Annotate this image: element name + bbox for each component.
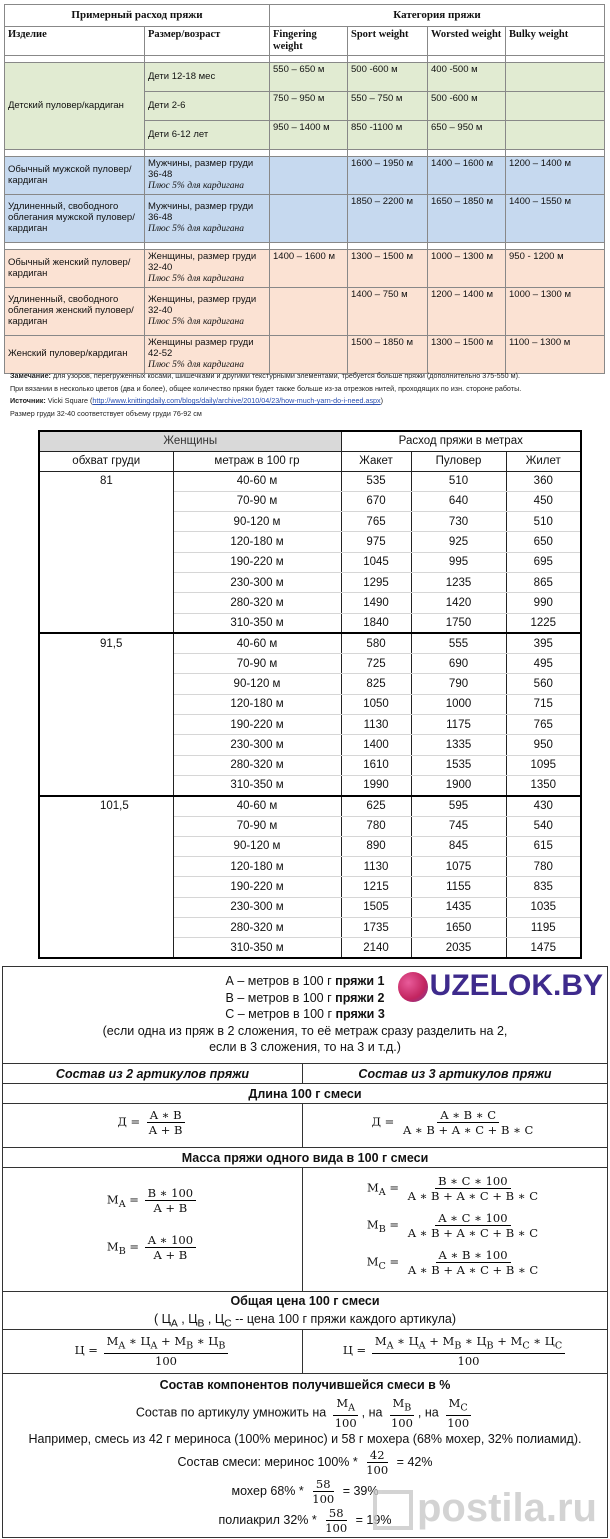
table-cell: 1435 — [411, 897, 506, 917]
table-cell — [348, 150, 428, 157]
table-cell: Обычный мужской пуловер/кардиган — [5, 157, 145, 195]
table-cell: Женщины размер груди 42-52 Плюс 5% для кардигана — [145, 336, 270, 374]
table-cell — [506, 56, 605, 63]
table-cell: Женский пуловер/кардиган — [5, 336, 145, 374]
table-row — [39, 512, 581, 532]
table-cell: 640 — [411, 491, 506, 511]
table-cell: 1075 — [411, 857, 506, 877]
col-header: обхват груди — [39, 451, 173, 471]
table-cell: 995 — [411, 552, 506, 572]
table-cell: 1735 — [341, 918, 411, 938]
table-cell: 40-60 м — [173, 471, 341, 491]
table-cell: 1475 — [506, 938, 581, 958]
table-row — [39, 918, 581, 938]
table-row — [39, 938, 581, 958]
table-cell: 1300 – 1500 м — [428, 336, 506, 374]
col-header: Изделие — [5, 27, 145, 56]
table-cell: 1400 – 750 м — [348, 288, 428, 336]
table-cell: 395 — [506, 633, 581, 653]
table-cell: 750 – 950 м — [270, 92, 348, 121]
table-cell: 650 – 950 м — [428, 121, 506, 150]
table-cell: 1295 — [341, 572, 411, 592]
table-cell: 825 — [341, 674, 411, 694]
formula-length-3: Д = $\frac{A ∗ B ∗ C}{A ∗ B + A ∗ C + B ∗ C}$ — [371, 1108, 534, 1137]
table-cell — [270, 150, 348, 157]
table-cell: 40-60 м — [173, 796, 341, 816]
table-cell: 550 – 750 м — [348, 92, 428, 121]
table-cell: 950 — [506, 735, 581, 755]
chest-cell — [39, 715, 173, 735]
table-row — [39, 735, 581, 755]
table-cell: 650 — [506, 532, 581, 552]
table-cell: Мужчины, размер груди 36-48 Плюс 5% для кардигана — [145, 195, 270, 243]
table-row — [39, 755, 581, 775]
table-cell: 1600 – 1950 м — [348, 157, 428, 195]
formula-price-2: Ц = $M_A$ ∗ $Ц_A + M_B$ ∗ $Ц_B$ 100 — [3, 1330, 303, 1373]
header-consumption: Расход пряжи в метрах — [341, 431, 581, 451]
table-cell: 1335 — [411, 735, 506, 755]
table-cell: 1400 – 1600 м — [428, 157, 506, 195]
table-cell: 1350 — [506, 775, 581, 795]
table-row — [39, 694, 581, 714]
table-row — [39, 572, 581, 592]
table-cell: 950 - 1200 м — [506, 250, 605, 288]
table-cell: 890 — [341, 836, 411, 856]
table-cell: 2035 — [411, 938, 506, 958]
table-cell: 310-350 м — [173, 613, 341, 633]
formula-price-3: Ц = $M_A$ ∗ $Ц_A + M_B$ ∗ $Ц_B + M_C$ ∗ $Ц_C$ 100 — [303, 1330, 607, 1373]
table-cell: 1850 – 2200 м — [348, 195, 428, 243]
table-cell: 1155 — [411, 877, 506, 897]
table-cell: 765 — [506, 715, 581, 735]
composition: Состав компонентов получившейся смеси в % Состав по артикулу умножить на $\frac{M_A}{100}$ , на $\frac{M_B}{100}$ , на $\frac{M_C}{100}$ Например, смесь из 42 г мериноса (100% меринос) и 58 г мохера (68% мохер, 32% полиамид). Состав смеси: меринос 100% * $\frac{42}{100}$ = 42% мохер 68% * $\frac{58}{100}$ = 39% полиакрил 32% * $\frac{58}{100}$ = 19% — [3, 1373, 607, 1539]
table-cell: 865 — [506, 572, 581, 592]
table-cell: 780 — [506, 857, 581, 877]
table-cell: 280-320 м — [173, 918, 341, 938]
table-row — [39, 552, 581, 572]
table-cell: 280-320 м — [173, 755, 341, 775]
table-cell — [270, 195, 348, 243]
table-cell: 925 — [411, 532, 506, 552]
table-cell: 120-180 м — [173, 694, 341, 714]
table-cell: 190-220 м — [173, 877, 341, 897]
table-cell — [270, 336, 348, 374]
table-row — [39, 633, 581, 653]
table-cell: 495 — [506, 654, 581, 674]
table-cell: Удлиненный, свободного облегания мужской пуловер/кардиган — [5, 195, 145, 243]
table-row — [39, 674, 581, 694]
formula-mass-2: $M_A$ = $\frac{B ∗ 100}{A + B}$ $M_B$ = $\frac{A ∗ 100}{A + B}$ — [3, 1168, 303, 1291]
table-cell: 70-90 м — [173, 816, 341, 836]
chest-cell — [39, 938, 173, 958]
table-cell: 90-120 м — [173, 674, 341, 694]
table-cell: 90-120 м — [173, 836, 341, 856]
table-cell: 1235 — [411, 572, 506, 592]
table-cell: Женщины, размер груди 32-40 Плюс 5% для кардигана — [145, 288, 270, 336]
heading-two-yarns: Состав из 2 артикулов пряжи — [3, 1064, 303, 1083]
watermark: postila.ru — [373, 1486, 597, 1531]
chest-cell — [39, 755, 173, 775]
table-cell: 500 -600 м — [348, 63, 428, 92]
table-cell: 1000 – 1300 м — [428, 250, 506, 288]
table-cell: 1100 – 1300 м — [506, 336, 605, 374]
table-cell — [506, 150, 605, 157]
chest-cell — [39, 816, 173, 836]
table-cell: 1400 – 1550 м — [506, 195, 605, 243]
table-cell: 450 — [506, 491, 581, 511]
yarn-estimate-table — [0, 0, 610, 430]
table-cell: Дети 2-6 — [145, 92, 270, 121]
table-row — [39, 897, 581, 917]
table-row — [39, 816, 581, 836]
table-row — [39, 491, 581, 511]
table-cell: 1750 — [411, 613, 506, 633]
table-cell: 190-220 м — [173, 552, 341, 572]
title-length: Длина 100 г смеси — [3, 1083, 607, 1103]
table-cell: 70-90 м — [173, 654, 341, 674]
table-cell: Женщины, размер груди 32-40 Плюс 5% для кардигана — [145, 250, 270, 288]
table-cell: 360 — [506, 471, 581, 491]
table-cell: 950 – 1400 м — [270, 121, 348, 150]
chest-cell — [39, 552, 173, 572]
col-header: метраж в 100 гр — [173, 451, 341, 471]
table-cell: 790 — [411, 674, 506, 694]
table-cell: 40-60 м — [173, 633, 341, 653]
table-cell: 695 — [506, 552, 581, 572]
table-cell — [145, 150, 270, 157]
header-women: Женщины — [39, 431, 341, 451]
table-cell: 550 – 650 м — [270, 63, 348, 92]
table-row — [39, 796, 581, 816]
table-cell: 845 — [411, 836, 506, 856]
col-header: Пуловер — [411, 451, 506, 471]
table-cell — [5, 56, 145, 63]
table-cell: 765 — [341, 512, 411, 532]
blend-formulas — [2, 966, 608, 1538]
table-cell: Детский пуловер/кардиган — [5, 63, 145, 150]
title-price: Общая цена 100 г смеси ( $Ц_A$ , $Ц_B$ , $Ц_C$ -- цена 100 г пряжи каждого артикула) — [3, 1291, 607, 1329]
table-cell — [506, 121, 605, 150]
title-mass: Масса пряжи одного вида в 100 г смеси — [3, 1147, 607, 1167]
table-cell: Обычный женский пуловер/кардиган — [5, 250, 145, 288]
table-cell: 670 — [341, 491, 411, 511]
chest-cell — [39, 572, 173, 592]
women-consumption-table — [38, 430, 580, 965]
chest-cell — [39, 918, 173, 938]
table-cell — [5, 150, 145, 157]
table-cell: 730 — [411, 512, 506, 532]
chest-cell — [39, 735, 173, 755]
table-row — [39, 775, 581, 795]
col-header: Fingering weight — [270, 27, 348, 56]
table-cell: 1400 – 1600 м — [270, 250, 348, 288]
table-cell: 510 — [506, 512, 581, 532]
table-row — [39, 715, 581, 735]
table-row — [39, 471, 581, 491]
table-cell: 625 — [341, 796, 411, 816]
chest-cell — [39, 857, 173, 877]
table-cell: 725 — [341, 654, 411, 674]
table-row — [39, 532, 581, 552]
table-cell — [506, 63, 605, 92]
table-cell: 1035 — [506, 897, 581, 917]
table-cell: 280-320 м — [173, 593, 341, 613]
table-cell: 1095 — [506, 755, 581, 775]
table-cell — [270, 288, 348, 336]
table-cell: 535 — [341, 471, 411, 491]
chest-cell — [39, 877, 173, 897]
source-link[interactable]: http://www.knittingdaily.com/blogs/daily/archive/2010/04/23/how-much-yarn-do-i-need.aspx — [92, 396, 381, 405]
table-cell: 1990 — [341, 775, 411, 795]
table-cell: 70-90 м — [173, 491, 341, 511]
table-cell: 120-180 м — [173, 857, 341, 877]
col-header: Bulky weight — [506, 27, 605, 56]
table-cell: 1900 — [411, 775, 506, 795]
table-cell: 1000 — [411, 694, 506, 714]
table-cell — [348, 243, 428, 250]
table-cell: 580 — [341, 633, 411, 653]
chest-cell: 101,5 — [39, 796, 173, 816]
table-cell: 310-350 м — [173, 775, 341, 795]
table-row — [39, 654, 581, 674]
table-cell: 90-120 м — [173, 512, 341, 532]
table-cell: 850 -1100 м — [348, 121, 428, 150]
chest-cell — [39, 532, 173, 552]
table-cell — [145, 56, 270, 63]
postila-logo-icon — [373, 1490, 413, 1530]
table-cell: 310-350 м — [173, 938, 341, 958]
col-header: Worsted weight — [428, 27, 506, 56]
table-cell: 1175 — [411, 715, 506, 735]
table-cell: 400 -500 м — [428, 63, 506, 92]
table-cell: 430 — [506, 796, 581, 816]
formula-mass-3: $M_A$ = $\frac{B ∗ C ∗ 100}{A ∗ B + A ∗ C + B ∗ C}$ $M_B$ = $\frac{A ∗ C ∗ 100}{A ∗ B + A ∗ C + B ∗ C}$ $M_C$ = $\frac{A ∗ B ∗ 100}{A ∗ B + A ∗ C + B ∗ C}$ — [366, 1174, 539, 1277]
col-header: Sport weight — [348, 27, 428, 56]
chest-cell — [39, 512, 173, 532]
table-cell: 230-300 м — [173, 897, 341, 917]
table-cell — [428, 56, 506, 63]
table-cell: 230-300 м — [173, 735, 341, 755]
table-cell: 555 — [411, 633, 506, 653]
chest-cell — [39, 491, 173, 511]
table-cell: 2140 — [341, 938, 411, 958]
table-cell: 715 — [506, 694, 581, 714]
table-cell: 1400 — [341, 735, 411, 755]
chest-cell — [39, 694, 173, 714]
heading-three-yarns: Состав из 3 артикулов пряжи — [358, 1067, 552, 1081]
table-row — [39, 857, 581, 877]
table-cell: Дети 12-18 мес — [145, 63, 270, 92]
col-header: Жакет — [341, 451, 411, 471]
chest-cell: 91,5 — [39, 633, 173, 653]
table-cell: 560 — [506, 674, 581, 694]
table-cell: 1300 – 1500 м — [348, 250, 428, 288]
table-cell: 975 — [341, 532, 411, 552]
table-cell: 1215 — [341, 877, 411, 897]
table-cell: 1650 — [411, 918, 506, 938]
table-row — [39, 593, 581, 613]
table-cell: Удлиненный, свободного облегания женский пуловер/кардиган — [5, 288, 145, 336]
table-cell: 190-220 м — [173, 715, 341, 735]
header-category: Категория пряжи — [270, 5, 605, 27]
table-cell: 1420 — [411, 593, 506, 613]
table-cell — [145, 243, 270, 250]
table-cell — [506, 92, 605, 121]
chest-cell — [39, 654, 173, 674]
col-header: Жилет — [506, 451, 581, 471]
table-cell: 1505 — [341, 897, 411, 917]
table-cell: 1200 – 1400 м — [428, 288, 506, 336]
logo: UZELOK.BY — [398, 969, 603, 1003]
table-cell: 1195 — [506, 918, 581, 938]
table-cell: 1840 — [341, 613, 411, 633]
table-cell: 1500 – 1850 м — [348, 336, 428, 374]
table-cell — [270, 243, 348, 250]
chest-cell — [39, 775, 173, 795]
chest-cell — [39, 836, 173, 856]
table-cell: 1050 — [341, 694, 411, 714]
table-cell: 1200 – 1400 м — [506, 157, 605, 195]
col-header: Размер/возраст — [145, 27, 270, 56]
table-cell: Мужчины, размер груди 36-48 Плюс 5% для кардигана — [145, 157, 270, 195]
table-cell: 690 — [411, 654, 506, 674]
table-cell — [506, 243, 605, 250]
table-cell: 990 — [506, 593, 581, 613]
table-row — [39, 613, 581, 633]
table-cell — [428, 243, 506, 250]
table-row — [39, 877, 581, 897]
table-cell: 1045 — [341, 552, 411, 572]
table-row — [39, 836, 581, 856]
table-cell: 1610 — [341, 755, 411, 775]
table-cell: Дети 6-12 лет — [145, 121, 270, 150]
legend: А – метров в 100 г пряжи 1 В – метров в 100 г пряжи 2 С – метров в 100 г пряжи 3 (если одна из пряж в 2 сложения, то её метраж сразу разделить на 2, если в 3 сложения, то на 3 и т.д.) — [102, 974, 508, 1054]
notes: Замечание: для узоров, перегруженных косами, шишечками и другими текстурными элементами, требуется больше пряжи (дополнительно 375-550 м). При вязании в несколько цветов (два и более), общее количество пряжи будет также больше из-за отрезков нитей, проходящих по изн. стороне работы. Источник: Vicki Square (http://www.knittingdaily.com/blogs/daily/archive/2010/04/23/how-much-yarn-do-i-need.aspx) Размер груди 32-40 соответствует объему груди 76-92 см — [10, 371, 522, 418]
table-cell: 1130 — [341, 715, 411, 735]
table-cell: 615 — [506, 836, 581, 856]
table-cell: 1225 — [506, 613, 581, 633]
table-cell: 835 — [506, 877, 581, 897]
table-cell — [270, 56, 348, 63]
table-cell — [270, 157, 348, 195]
chest-cell — [39, 674, 173, 694]
table-cell: 1650 – 1850 м — [428, 195, 506, 243]
table-cell — [428, 150, 506, 157]
table-cell: 500 -600 м — [428, 92, 506, 121]
table-cell: 780 — [341, 816, 411, 836]
table-cell — [348, 56, 428, 63]
table-cell: 540 — [506, 816, 581, 836]
table-cell — [5, 243, 145, 250]
table-cell: 595 — [411, 796, 506, 816]
table-cell: 745 — [411, 816, 506, 836]
header-estimate: Примерный расход пряжи — [5, 5, 270, 27]
table-cell: 230-300 м — [173, 572, 341, 592]
table-cell: 1535 — [411, 755, 506, 775]
chest-cell — [39, 897, 173, 917]
table-cell: 1000 – 1300 м — [506, 288, 605, 336]
chest-cell — [39, 593, 173, 613]
formula-length-2: Д = $\frac{A ∗ B}{A + B}$ — [3, 1104, 303, 1147]
table-cell: 120-180 м — [173, 532, 341, 552]
chest-cell: 81 — [39, 471, 173, 491]
chest-cell — [39, 613, 173, 633]
table-cell: 510 — [411, 471, 506, 491]
table-cell: 1130 — [341, 857, 411, 877]
table-cell: 1490 — [341, 593, 411, 613]
